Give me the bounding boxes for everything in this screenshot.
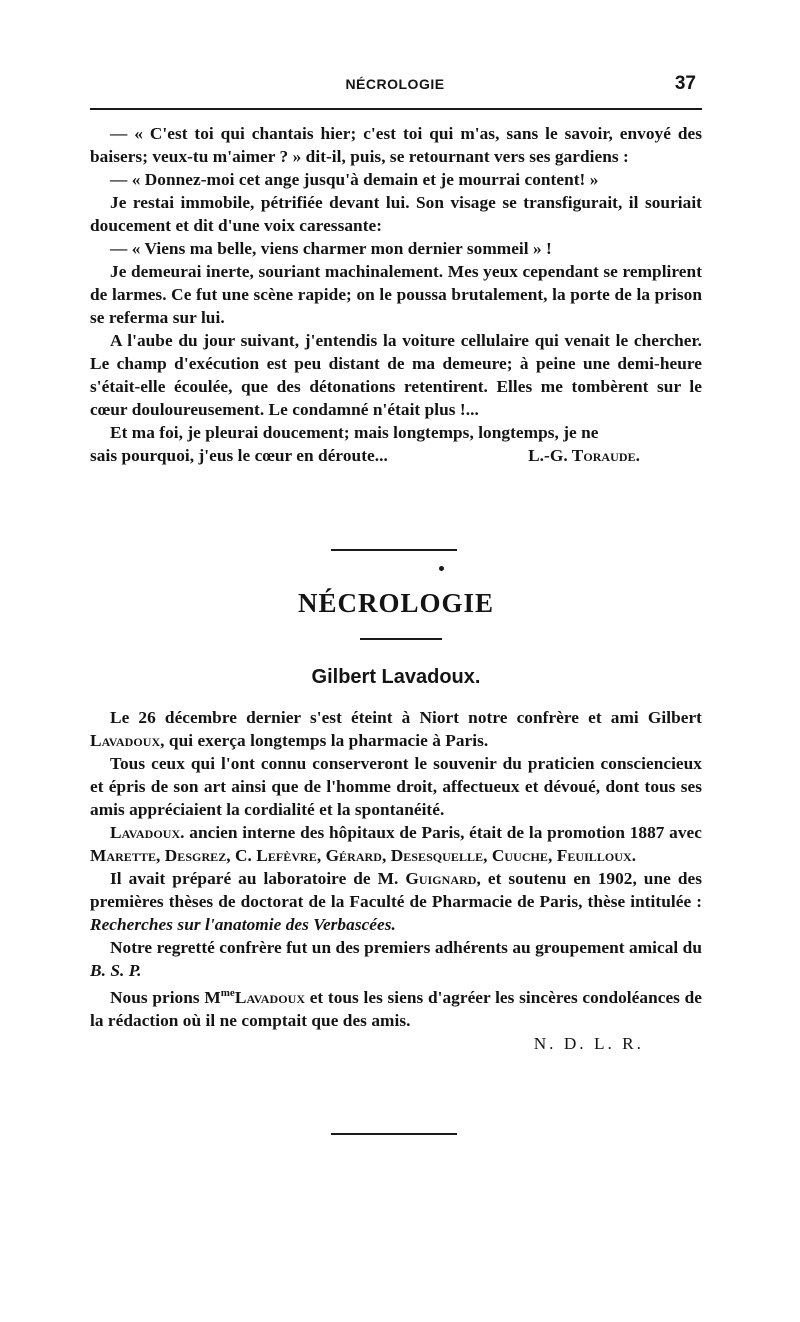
header-rule — [90, 108, 702, 110]
necrology-paragraph-4 — [90, 867, 702, 936]
name-lavadoux: Lavadoux — [234, 987, 306, 1007]
necrology-paragraph-4-text: Il avait préparé au laboratoire de M. — [110, 869, 406, 888]
thesis-title: Recherches sur l'anatomie des Verbascées. — [90, 915, 396, 934]
necrology-paragraph-6-text: Nous prions M — [110, 987, 221, 1007]
section-title: NÉCROLOGIE — [297, 588, 495, 618]
entry-title: Gilbert Lavadoux. — [311, 666, 481, 688]
necrology-paragraph-3-text: . ancien interne des hôpitaux de Paris, était de la promotion 1887 avec — [180, 823, 702, 842]
name-lavadoux: Lavadoux — [90, 731, 161, 750]
necrology-paragraph-5-text: Notre regretté confrère fut un des premiers adhérents au groupement amical du — [110, 938, 702, 957]
story-text — [90, 122, 702, 467]
organization-initials: B. S. P. — [90, 961, 142, 980]
section-title-underline — [360, 638, 442, 640]
separator-rule — [331, 549, 457, 551]
story-paragraph-1: — « C'est toi qui chantais hier; c'est toi qui m'as, sans le savoir, envoyé des baisers; veux-tu m'aimer ? » dit-il, puis, se retournant vers ses gardiens : — [90, 124, 702, 166]
classmates-list: Marette, Desgrez, C. Lefèvre, Gérard, Desesquelle, Cuuche, Feuilloux. — [90, 846, 637, 865]
necrology-text — [90, 706, 702, 1055]
story-paragraph-4: — « Viens ma belle, viens charmer mon dernier sommeil » ! — [110, 239, 552, 258]
story-closing-line — [90, 444, 702, 467]
story-paragraph-7-line-2: sais pourquoi, j'eus le cœur en déroute... — [90, 446, 388, 465]
separator-dot — [439, 566, 444, 571]
running-head: NÉCROLOGIE — [345, 76, 445, 92]
honorific-superscript: me — [220, 987, 235, 999]
necrology-paragraph-1 — [90, 706, 702, 752]
necrology-paragraph-2: Tous ceux qui l'ont connu conserveront le souvenir du praticien consciencieux et épris de son art ainsi que de l'homme droit, affectueux et dévoué, dont tous ses amis appréciaient la cordialité et la spontanéité. — [90, 754, 702, 819]
necrology-paragraph-6 — [90, 982, 702, 1032]
story-paragraph-7-line-1: Et ma foi, je pleurai doucement; mais longtemps, longtemps, je ne — [110, 423, 599, 442]
name-lavadoux: Lavadoux — [110, 823, 181, 842]
end-rule — [331, 1133, 457, 1135]
name-guignard: Guignard — [405, 869, 477, 888]
editorial-signoff: N. D. L. R. — [533, 1033, 644, 1053]
necrology-paragraph-5 — [90, 936, 702, 982]
necrology-paragraph-1-end: , qui exerça longtemps la pharmacie à Paris. — [160, 731, 489, 750]
page-header — [90, 73, 700, 102]
story-signature: L.-G. Toraude. — [528, 446, 640, 465]
page-number: 37 — [674, 73, 696, 94]
story-paragraph-3: Je restai immobile, pétrifiée devant lui. Son visage se transfigurait, il souriait doucement et dit d'une voix caressante: — [90, 193, 702, 235]
story-paragraph-2: — « Donnez-moi cet ange jusqu'à demain et je mourrai content! » — [110, 170, 599, 189]
story-paragraph-5: Je demeurai inerte, souriant machinalement. Mes yeux cependant se remplirent de larmes. Ce fut une scène rapide; on le poussa brutalement, la porte de la prison se referma sur lui. — [90, 262, 702, 327]
necrology-paragraph-1-text: Le 26 décembre dernier s'est éteint à Niort notre confrère et ami Gilbert — [110, 708, 702, 727]
necrology-paragraph-4-middle: , et soutenu en 1902, une des premières thèses de doctorat de la Faculté de Pharmacie de Paris, thèse intitulée : — [90, 869, 702, 911]
necrology-paragraph-6-end: et tous les siens d'agréer les sincères condoléances de la rédaction où il ne comptait que des amis. — [90, 987, 702, 1030]
story-paragraph-6: A l'aube du jour suivant, j'entendis la voiture cellulaire qui venait le chercher. Le champ d'exécution est peu distant de ma demeure; à peine une demi-heure s'était-elle écoulée, que des détonations retentirent. Elles me tombèrent sur le cœur douloureusement. Le condamné n'était plus !... — [90, 331, 702, 419]
necrology-paragraph-3 — [90, 821, 702, 867]
